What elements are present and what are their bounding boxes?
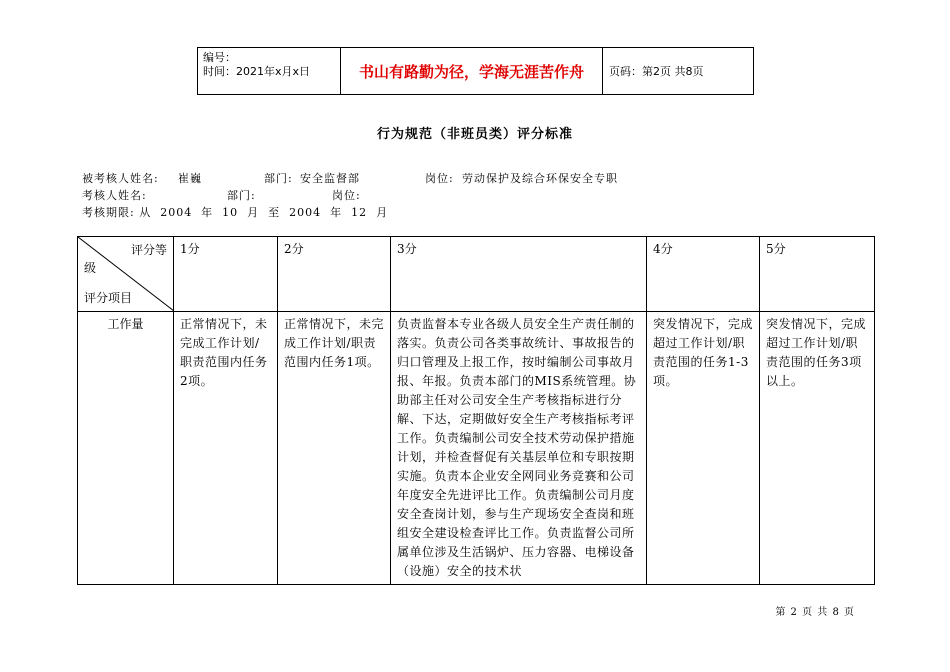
period-text: 考核期限: 从 2004 年 10 月 至 2004 年 12 月 — [82, 206, 389, 219]
table-row — [78, 312, 875, 585]
post-value: 劳动保护及综合环保安全专职 — [462, 172, 618, 185]
column-header-4: 4分 — [647, 237, 760, 312]
column-header-1: 1分 — [174, 237, 278, 312]
examinee-label: 被考核人姓名: — [82, 172, 159, 185]
examiner-label: 考核人姓名: — [82, 189, 147, 202]
scoring-table — [77, 236, 875, 585]
date-line: 时间：2021年x月x日 — [203, 65, 311, 78]
header-meta — [198, 48, 341, 94]
cell-score-1: 正常情况下，未完成工作计划/职责范围内任务2项。 — [174, 312, 278, 585]
document-title: 行为规范（非班员类）评分标准 — [376, 127, 573, 142]
page-footer: 第 2 页 共 8 页 — [775, 607, 855, 618]
examiner-post-label: 岗位: — [332, 189, 361, 202]
number-label: 编号： — [203, 51, 236, 64]
examinee-name: 崔巍 — [178, 172, 202, 185]
document-header — [197, 47, 754, 95]
table-header-row — [78, 237, 875, 312]
header-slogan: 书山有路勤为径，学海无涯苦作舟 — [341, 48, 603, 94]
dept-value: 安全监督部 — [300, 172, 360, 185]
column-header-3: 3分 — [391, 237, 647, 312]
examiner-dept-label: 部门: — [227, 189, 256, 202]
cell-score-2: 正常情况下，未完成工作计划/职责范围内任务1项。 — [278, 312, 391, 585]
dept-label: 部门: — [264, 172, 293, 185]
corner-top-label: 评分等 — [130, 243, 167, 257]
post-label: 岗位: — [425, 172, 454, 185]
corner-cell — [78, 237, 174, 312]
corner-mid-label: 级 — [84, 261, 97, 275]
cell-score-5: 突发情况下，完成超过工作计划/职责范围的任务3项以上。 — [760, 312, 875, 585]
column-header-5: 5分 — [760, 237, 875, 312]
column-header-2: 2分 — [278, 237, 391, 312]
row-label: 工作量 — [78, 312, 174, 585]
corner-bottom-label: 评分项目 — [84, 291, 133, 305]
cell-score-4: 突发情况下，完成超过工作计划/职责范围的任务1-3项。 — [647, 312, 760, 585]
header-page-info: 页码：第2页 共8页 — [609, 65, 704, 78]
cell-score-3: 负责监督本专业各级人员安全生产责任制的落实。负责公司各类事故统计、事故报告的归口管理及上报工作，按时编制公司事故月报、年报。负责本部门的MIS系统管理。协助部主任对公司安全生产考核指标进行分解、下达，定期做好安全生产考核指标考评工作。负责编制公司安全技术劳动保护措施计划，并检查督促有关基层单位和专职按期实施。负责本企业安全网同业务竞赛和公司年度安全先进评比工作。负责编制公司月度安全查岗计划，参与生产现场安全查岗和班组安全建设检查评比工作。负责监督公司所属单位涉及生活锅炉、压力容器、电梯设备（设施）安全的技术状 — [391, 312, 647, 585]
